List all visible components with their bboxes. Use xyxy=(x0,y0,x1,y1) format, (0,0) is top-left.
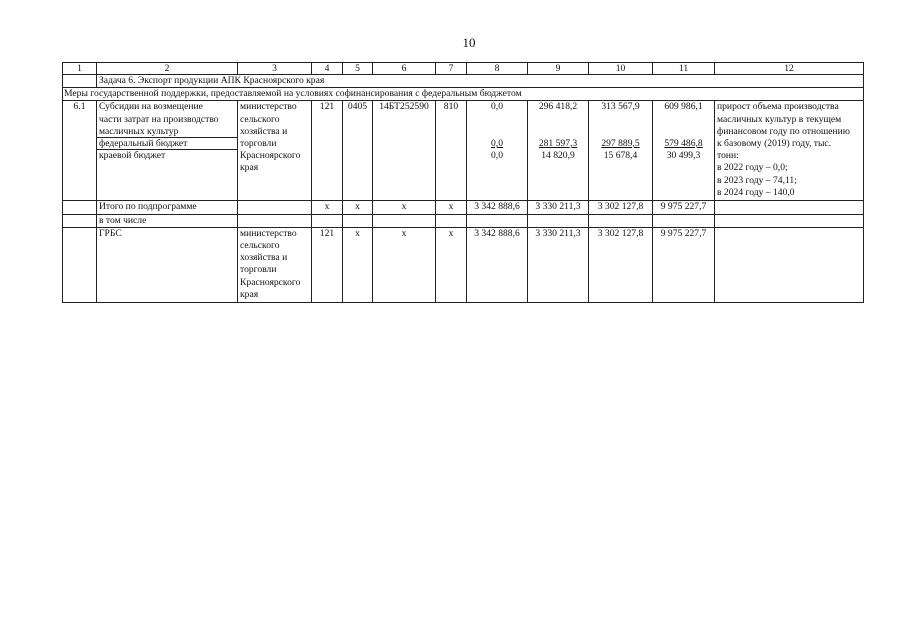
header-cell: 11 xyxy=(653,63,715,75)
amount-federal: 297 889,5 xyxy=(601,137,640,149)
header-cell: 3 xyxy=(238,63,312,75)
grbs-amount: 3 342 888,6 xyxy=(467,227,528,302)
amount-total: 313 567,9 xyxy=(601,101,640,113)
grbs-name-line: сельского xyxy=(240,240,280,251)
grbs-cell: x xyxy=(436,227,467,302)
grbs-code: 121 xyxy=(312,101,343,201)
grbs-cell: x xyxy=(373,227,436,302)
subtotal-label: Итого по подпрограмме xyxy=(97,201,238,214)
grbs-amount: 3 330 211,3 xyxy=(528,227,589,302)
grbs-name-line: министерство xyxy=(240,101,297,113)
header-cell: 6 xyxy=(373,63,436,75)
header-cell: 4 xyxy=(312,63,343,75)
result-line: в 2024 году – 140,0 xyxy=(717,186,795,198)
grbs-cell: x xyxy=(343,227,373,302)
row-number: 6.1 xyxy=(63,101,97,201)
including-row xyxy=(63,214,864,227)
amount-period-total-cell xyxy=(653,101,715,201)
header-row xyxy=(63,63,864,75)
subtotal-amount: 9 975 227,7 xyxy=(653,201,715,214)
grbs-label: ГРБС xyxy=(97,227,238,302)
task-title: Задача 6. Экспорт продукции АПК Красноярского края xyxy=(97,75,864,88)
subsidy-name-line: Субсидии на возмещение xyxy=(99,101,203,113)
expense-type-code: 810 xyxy=(436,101,467,201)
federal-budget-label: федеральный бюджет xyxy=(97,138,237,150)
subtotal-cell: x xyxy=(312,201,343,214)
grbs-name-line: Красноярского xyxy=(240,150,301,162)
grbs-name-line: края xyxy=(240,288,259,300)
amount-2023-cell xyxy=(528,101,589,201)
header-cell: 2 xyxy=(97,63,238,75)
target-article-code: 14БТ252590 xyxy=(373,101,436,201)
header-cell: 1 xyxy=(63,63,97,75)
task-row xyxy=(63,75,864,88)
grbs-row xyxy=(63,227,864,302)
result-line: финансовом году по отношению xyxy=(717,125,850,137)
amount-2022-cell xyxy=(467,101,528,201)
grbs-name-line: министерство xyxy=(240,227,297,239)
subsidy-name-line: части затрат на производство xyxy=(99,113,219,125)
grbs-amount: 9 975 227,7 xyxy=(653,227,715,302)
header-cell: 10 xyxy=(589,63,653,75)
result-line: в 2023 году – 74,11; xyxy=(717,174,797,186)
amount-federal: 579 486,8 xyxy=(664,137,703,149)
amount-federal: 0,0 xyxy=(491,137,503,149)
subtotal-row xyxy=(63,201,864,214)
header-cell: 5 xyxy=(343,63,373,75)
result-line: прирост объема производства xyxy=(717,101,839,113)
header-cell: 12 xyxy=(715,63,864,75)
amount-federal: 281 597,3 xyxy=(538,137,578,149)
amount-total: 609 986,1 xyxy=(664,101,703,113)
amount-regional: 0,0 xyxy=(491,150,503,162)
amount-regional: 14 820,9 xyxy=(541,150,575,162)
subtotal-amount: 3 302 127,8 xyxy=(589,201,653,214)
amount-regional: 30 499,3 xyxy=(666,150,701,162)
grbs-code: 121 xyxy=(312,227,343,302)
grbs-name-line: Красноярского xyxy=(240,276,301,288)
expected-result-cell xyxy=(715,101,864,201)
amount-2024-cell xyxy=(589,101,653,201)
page-number: 10 xyxy=(462,35,476,50)
subtotal-cell: x xyxy=(373,201,436,214)
header-cell: 7 xyxy=(436,63,467,75)
grbs-amount: 3 302 127,8 xyxy=(589,227,653,302)
grbs-name-line: хозяйства и xyxy=(240,125,288,137)
subtotal-cell: x xyxy=(436,201,467,214)
measures-row xyxy=(63,88,864,101)
amount-regional: 15 678,4 xyxy=(603,150,638,162)
table-row xyxy=(63,101,864,201)
result-line: в 2022 году – 0,0; xyxy=(717,162,788,174)
subsidy-name-line: масличных культур xyxy=(97,126,237,138)
header-cell: 9 xyxy=(528,63,589,75)
grbs-name-cell xyxy=(238,101,312,201)
grbs-name-line: сельского xyxy=(240,113,280,125)
header-cell: 8 xyxy=(467,63,528,75)
grbs-name-cell xyxy=(238,227,312,302)
grbs-name-line: торговли xyxy=(240,137,277,149)
result-line: к базовому (2019) году, тыс. xyxy=(717,137,832,149)
amount-total: 0,0 xyxy=(491,101,503,113)
grbs-name-line: торговли xyxy=(240,264,277,276)
grbs-name-line: края xyxy=(240,162,259,174)
regional-budget-label: краевой бюджет xyxy=(99,150,166,162)
subtotal-amount: 3 330 211,3 xyxy=(528,201,589,214)
measures-title: Меры государственной поддержки, предоставляемой на условиях софинансирования с федеральным бюджетом xyxy=(63,88,864,101)
amount-total: 296 418,2 xyxy=(538,101,578,113)
result-line: масличных культур в текущем xyxy=(717,113,842,125)
program-table xyxy=(62,62,864,303)
result-line: тонн: xyxy=(717,150,739,162)
section-code: 0405 xyxy=(343,101,373,201)
grbs-name-line: хозяйства и xyxy=(240,252,288,264)
subtotal-amount: 3 342 888,6 xyxy=(467,201,528,214)
including-label: в том числе xyxy=(97,214,238,227)
subtotal-cell: x xyxy=(343,201,373,214)
subsidy-name-cell xyxy=(97,101,238,201)
